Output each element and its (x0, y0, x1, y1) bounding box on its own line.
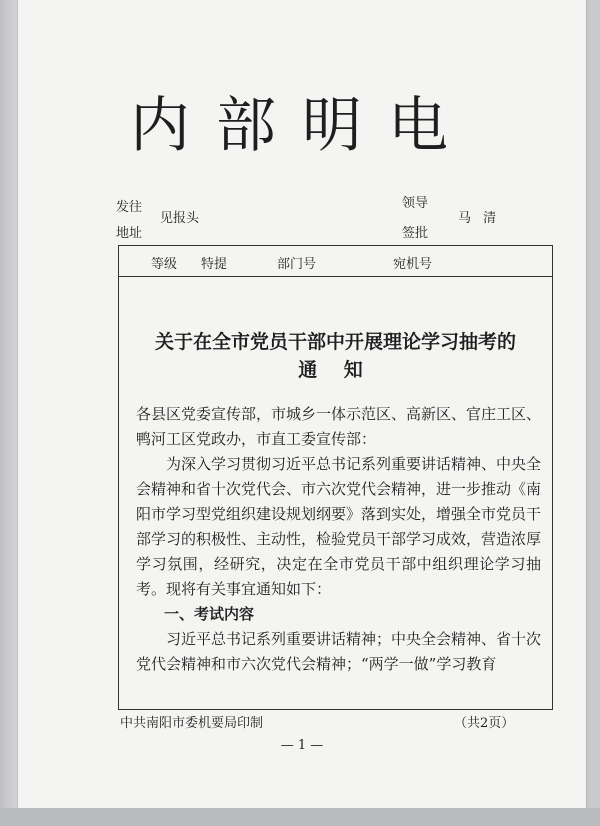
scanner-bottom-edge (0, 808, 600, 826)
notice-title-line1: 关于在全市党员干部中开展理论学习抽考的 (154, 331, 516, 353)
intro-paragraph: 为深入学习贯彻习近平总书记系列重要讲话精神、中央全会精神和省十次党代会、市六次党代会精神，进一步推动《南阳市学习型党组织建设规划纲要》落到实处，增强全市党员干部学习的积极性、主动性，检验党员干部学习成效，营造浓厚学习氛围，经研究，决定在全市党员干部中组织理论学习抽考。现将有关事宜通知如下： (136, 455, 542, 598)
printer-label: 中共南阳市委机要局印制 (120, 716, 264, 731)
notice-body (136, 402, 541, 677)
notice-title-line2: 通 知 (298, 359, 373, 381)
notice-title (118, 328, 553, 384)
page-title: 内部明电 (130, 91, 474, 161)
leader-approval-value: 马 清 (458, 211, 501, 226)
leader-approval-label-line1: 领导 (402, 196, 429, 211)
leader-approval-label-line2: 签批 (402, 226, 429, 241)
grade-label: 等级 (151, 257, 178, 272)
department-number-label: 部门号 (277, 257, 317, 272)
recipients-paragraph: 各县区党委宣传部，市城乡一体示范区、高新区、官庄工区、鸭河工区党政办，市直工委宣传部： (136, 405, 542, 448)
page-number: — 1 — (280, 738, 324, 753)
send-address-label-line2: 地址 (116, 226, 143, 241)
content-paragraph: 习近平总书记系列重要讲话精神；中央全会精神、省十次党代会精神和市六次党代会精神；“两学一做”学习教育 (136, 630, 542, 673)
send-address-value: 见报头 (160, 211, 200, 226)
scanner-edge (0, 0, 18, 826)
section-heading: 一、考试内容 (164, 605, 255, 623)
cipher-number-label: 宛机号 (393, 257, 433, 272)
grade-value: 特提 (201, 257, 228, 272)
frame-divider (119, 276, 552, 277)
send-address-label-line1: 发往 (116, 200, 143, 215)
total-pages: （共2页） (454, 716, 515, 731)
document-page (18, 0, 586, 810)
